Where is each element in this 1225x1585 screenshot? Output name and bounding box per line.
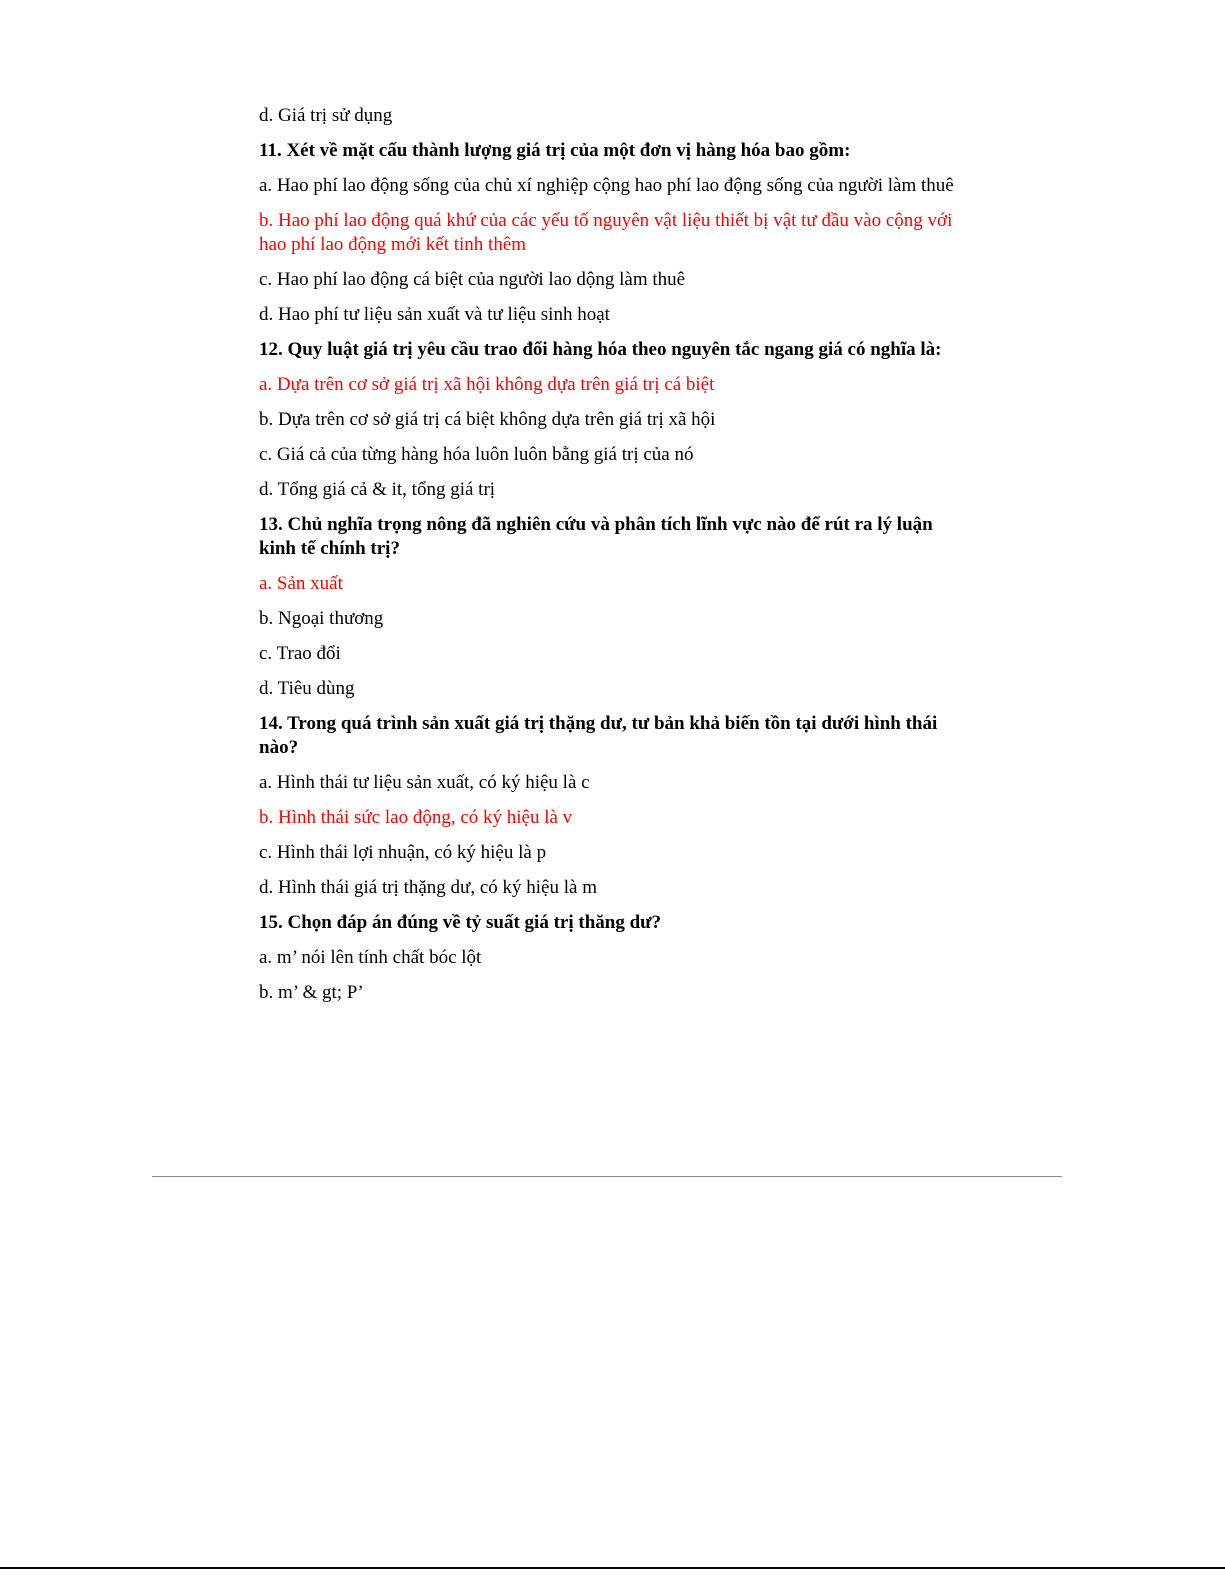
answer-line: d. Giá trị sử dụng [259, 105, 393, 126]
answer-line: a. m’ nói lên tính chất bóc lột [259, 947, 482, 968]
answer-line: d. Tổng giá cả & it, tổng giá trị [259, 479, 496, 500]
page-bottom-edge [0, 1567, 1225, 1569]
question-title: 12. Quy luật giá trị yêu cầu trao đổi hàng hóa theo nguyên tắc ngang giá có nghĩa là: [259, 339, 942, 360]
answer-line: d. Tiêu dùng [259, 678, 355, 699]
question-title: 11. Xét về mặt cấu thành lượng giá trị của một đơn vị hàng hóa bao gồm: [259, 140, 851, 161]
answer-line: c. Giá cả của từng hàng hóa luôn luôn bằng giá trị của nó [259, 444, 694, 465]
answer-line: b. m’ & gt; P’ [259, 982, 364, 1003]
correct-answer-line: b. Hao phí lao động quá khứ của các yếu tố nguyên vật liệu thiết bị vật tư đầu vào cộng với hao phí lao động mới kết tinh thêm [259, 210, 953, 255]
answer-line: b. Ngoại thương [259, 608, 384, 629]
answer-line: b. Dựa trên cơ sở giá trị cá biệt không dựa trên giá trị xã hội [259, 409, 716, 430]
question-title: 13. Chủ nghĩa trọng nông đã nghiên cứu và phân tích lĩnh vực nào để rút ra lý luận kinh tế chính trị? [259, 514, 933, 559]
answer-line: c. Trao đổi [259, 643, 341, 664]
answer-line: d. Hao phí tư liệu sản xuất và tư liệu sinh hoạt [259, 304, 610, 325]
page-divider [152, 1176, 1062, 1177]
answer-line: c. Hình thái lợi nhuận, có ký hiệu là p [259, 842, 547, 863]
answer-line: a. Hình thái tư liệu sản xuất, có ký hiệu là c [259, 772, 590, 793]
answer-line: a. Hao phí lao động sống của chủ xí nghiệp cộng hao phí lao động sống của người làm thuê [259, 175, 954, 196]
question-title: 15. Chọn đáp án đúng về tỷ suất giá trị thăng dư? [259, 912, 662, 933]
correct-answer-line: a. Dựa trên cơ sở giá trị xã hội không dựa trên giá trị cá biệt [259, 374, 715, 395]
answer-line: c. Hao phí lao động cá biệt của người lao dộng làm thuê [259, 269, 686, 290]
quiz-content [259, 104, 959, 1016]
answer-line: d. Hình thái giá trị thặng dư, có ký hiệu là m [259, 877, 597, 898]
correct-answer-line: a. Sản xuất [259, 573, 343, 594]
correct-answer-line: b. Hình thái sức lao động, có ký hiệu là v [259, 807, 573, 828]
question-title: 14. Trong quá trình sản xuất giá trị thặng dư, tư bản khả biến tồn tại dưới hình thái nào? [259, 713, 938, 758]
